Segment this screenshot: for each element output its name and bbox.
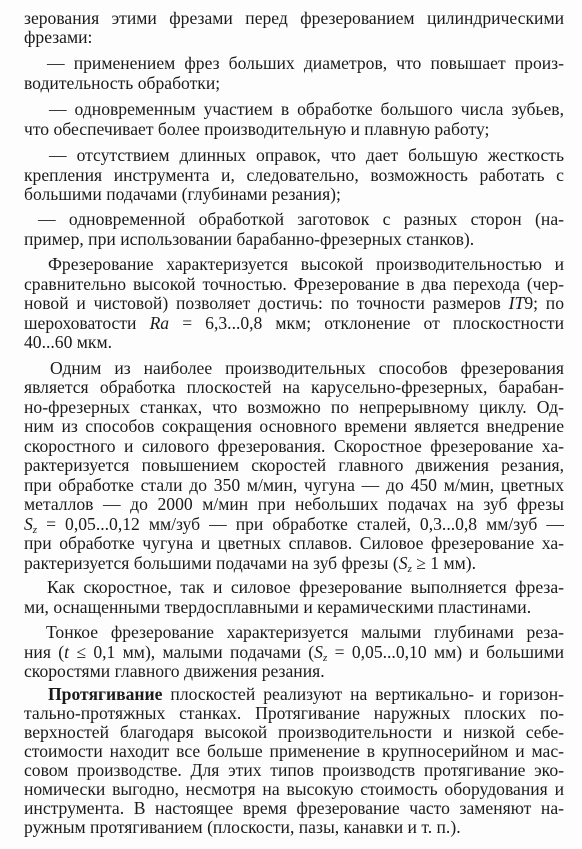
roughness-symbol: Ra [149,313,170,333]
feed-subscript: z [32,524,38,536]
text-span: новой и чистовой) позволяет достичь: по точности размеров [24,293,501,314]
text-span: = 6,3...0,8 мкм; отклонение от плоскостности [182,313,565,333]
text-line: при обработке стали до 350 м/мин, чугуна — до 450 м/мин, цветных [24,475,564,495]
text-line: тально-протяжных станках. Протягивание наружных плоских по- [24,702,564,723]
text-span: = 0,05...0,10 мм) и большими [334,642,565,663]
paragraph-start: Одним из наиболее производительных способов фрезерования [50,358,564,379]
text-span: = 0,05...0,12 мм/зуб — при обработке сталей, 0,3...0,8 мм/зуб — [46,514,564,534]
text-line: при обработке чугуна и цветных сплавов. Силовое фрезерование ха- [24,533,564,554]
grade-symbol: IT [508,293,525,314]
text-line: металлов — до 2000 м/мин при небольших подачах на зуб фрезы [24,494,564,515]
list-item: — одновременным участием в обработке большого числа зубьев, [49,99,564,119]
text-line: большими подачами (глубинами резания); [24,183,341,204]
text-line: ми, оснащенными твердосплавными и керамическими пластинами. [24,597,532,618]
text-line: сравнительно высокой точностью. Фрезерование в два перехода (чер- [24,274,564,294]
text-span: 9; по [524,293,564,314]
text-line: стоимости находит все больше применение в крупносерийном и мас- [24,741,564,761]
text-span: ния ( [24,642,65,663]
feed-symbol: S [314,642,323,663]
paragraph-start: Фрезерование характеризуется высокой производительностью и [48,254,564,275]
text-line: зерования этими фрезами перед фрезерованием цилиндрическими [24,8,564,28]
text-line: ним из способов сокращения основного времени является внедрение [24,416,564,437]
feed-subscript: z [407,563,412,575]
text-line: является обработка плоскостей на карусельно-фрезерных, барабан- [24,377,564,398]
feed-symbol: S [398,553,408,573]
text-line: инструмента. В настоящее время фрезерование часто заменяют на- [24,798,564,819]
text-line: фрезами: [24,27,93,48]
text-line: но-фрезерных станках, что возможно по непрерывному циклу. Од- [24,397,564,418]
text-line: совом производстве. Для этих типов производств протягивание эко- [24,760,564,781]
text-line [24,293,564,315]
paragraph-start: Как скоростное, так и силовое фрезерование выполняется фреза- [47,577,564,598]
feed-symbol: S [24,514,33,534]
text-line: верхностей благодаря высокой производительности и низкой себе- [24,722,564,742]
text-line: ружным протягиванием (плоскости, пазы, канавки и т. п.). [24,817,461,838]
text-span: ≤ 0,1 мм), малыми подачами ( [76,642,315,663]
text-line: скоростями главного движения резания. [24,661,325,682]
text-line: крепления инструмента и, следовательно, возможность работать с [24,164,564,185]
term-bold: Протягивание [48,683,163,704]
text-line: 40...60 мкм. [24,332,112,353]
feed-subscript: z [322,652,328,665]
text-line [24,553,564,575]
depth-symbol: t [64,642,70,663]
text-span: шероховатости [24,313,137,333]
list-item: — применением фрез больших диаметров, что повышает произ- [47,53,564,74]
text-line: что обеспечивает более производительную и плавную работу; [24,118,490,139]
text-line: пример, при использовании барабанно-фрезерных станков). [24,229,475,249]
text-span: ≥ 1 мм). [416,553,477,573]
text-span: плоскостей реализуют на вертикально- и горизон- [170,683,564,704]
list-item: — одновременной обработкой заготовок с разных сторон (на- [38,209,564,229]
text-span: рактеризуется большими подачами на зуб фрезы ( [24,553,399,573]
text-line: номически выгодно, несмотря на высокую стоимость оборудования и [24,779,564,800]
list-item: — отсутствием длинных оправок, что дает большую жесткость [49,144,564,165]
paragraph-start: Тонкое фрезерование характеризуется малыми глубинами реза- [46,622,564,643]
text-line: скоростного и силового фрезерования. Скоростное фрезерование ха- [24,436,564,456]
text-line: водительность обработки; [24,73,221,93]
text-line: рактеризуется повышением скоростей главного движения резания, [24,455,564,476]
